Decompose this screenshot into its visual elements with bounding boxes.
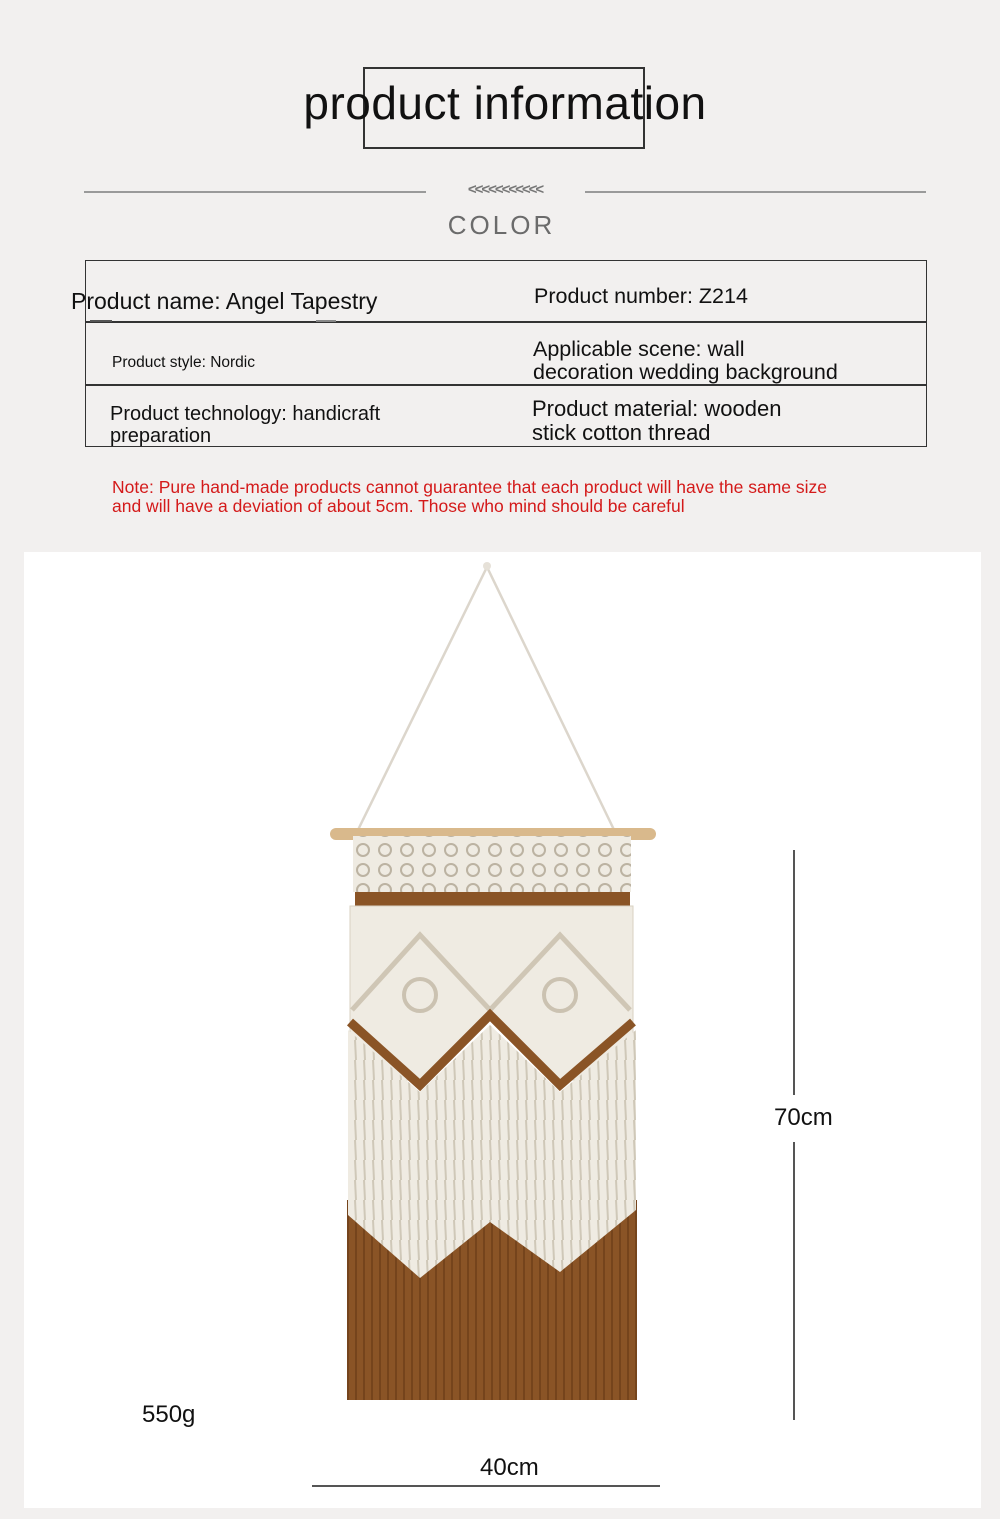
knot-band xyxy=(353,836,631,892)
chevrons-ornament: <<<<<<<<<<< xyxy=(467,181,543,198)
applicable-scene-line1: Applicable scene: wall xyxy=(533,337,745,361)
product-technology-line2: preparation xyxy=(110,425,212,447)
note-line1: Note: Pure hand-made products cannot guarantee that each product will have the same size xyxy=(112,477,828,497)
product-style: Product style: Nordic xyxy=(112,354,255,371)
page-title: product information xyxy=(303,77,707,129)
height-dimension-line xyxy=(793,850,795,1095)
product-material-line2: stick cotton thread xyxy=(532,420,711,445)
width-label: 40cm xyxy=(480,1454,539,1481)
hanging-cord xyxy=(355,567,617,836)
product-material-line1: Product material: wooden xyxy=(532,396,782,421)
height-label: 70cm xyxy=(774,1104,833,1131)
brown-stripe xyxy=(355,892,630,906)
height-dimension-line xyxy=(793,1142,795,1420)
product-technology-line1: Product technology: handicraft xyxy=(110,403,381,425)
weight-label: 550g xyxy=(142,1401,196,1428)
applicable-scene-line2: decoration wedding background xyxy=(533,360,838,384)
note-line2: and will have a deviation of about 5cm. Those who mind should be careful xyxy=(112,496,685,516)
product-number: Product number: Z214 xyxy=(534,284,748,308)
product-name: Product name: Angel Tapestry xyxy=(71,288,378,314)
width-dimension-line xyxy=(312,1485,660,1487)
section-label-color: COLOR xyxy=(447,210,556,240)
hook-knot xyxy=(483,562,491,570)
